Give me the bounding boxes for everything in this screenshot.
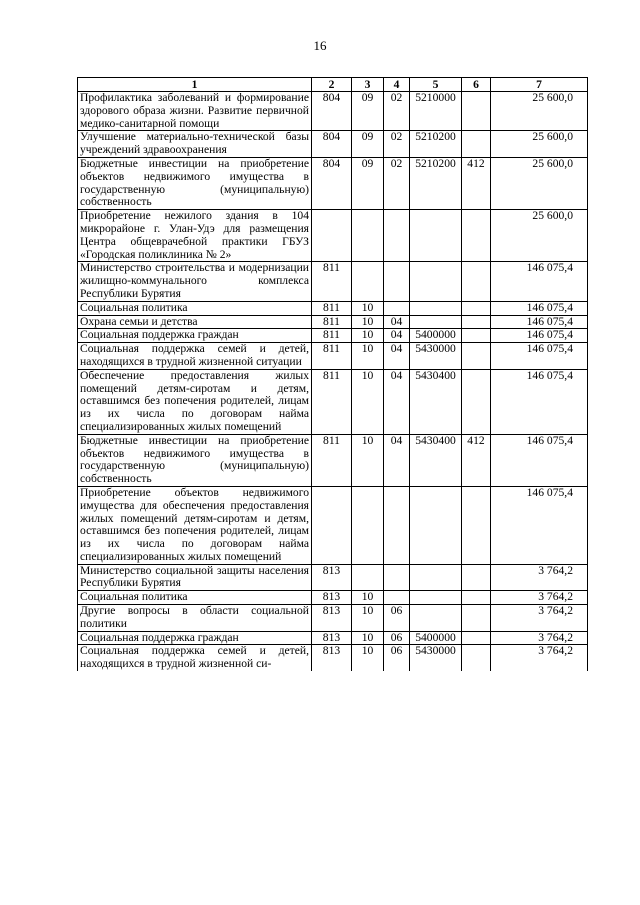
cell-target-article: 5430000 bbox=[410, 343, 462, 370]
cell-subsection: 02 bbox=[384, 157, 410, 209]
cell-subsection: 04 bbox=[384, 343, 410, 370]
cell-amount: 3 764,2 bbox=[491, 645, 588, 671]
cell-section: 10 bbox=[352, 301, 384, 315]
cell-name: Социальная политика bbox=[78, 591, 312, 605]
budget-table bbox=[77, 77, 588, 671]
cell-target-article bbox=[410, 301, 462, 315]
cell-amount: 25 600,0 bbox=[491, 92, 588, 131]
cell-amount: 146 075,4 bbox=[491, 369, 588, 434]
cell-name: Социальная поддержка граждан bbox=[78, 631, 312, 645]
cell-amount: 146 075,4 bbox=[491, 434, 588, 486]
cell-target-article bbox=[410, 605, 462, 632]
cell-name: Социальная поддержка граждан bbox=[78, 329, 312, 343]
cell-ministry: 813 bbox=[312, 605, 352, 632]
table-row bbox=[78, 262, 588, 301]
cell-name: Социальная поддержка семей и детей, находящихся в трудной жизненной ситуации bbox=[78, 343, 312, 370]
column-header: 2 bbox=[312, 78, 352, 92]
cell-section: 10 bbox=[352, 434, 384, 486]
cell-amount: 25 600,0 bbox=[491, 157, 588, 209]
column-header: 6 bbox=[462, 78, 491, 92]
cell-target-article: 5430400 bbox=[410, 369, 462, 434]
cell-subsection bbox=[384, 564, 410, 591]
cell-target-article bbox=[410, 564, 462, 591]
cell-amount: 146 075,4 bbox=[491, 301, 588, 315]
cell-amount: 146 075,4 bbox=[491, 315, 588, 329]
cell-ministry: 811 bbox=[312, 329, 352, 343]
cell-target-article bbox=[410, 210, 462, 262]
cell-target-article bbox=[410, 591, 462, 605]
table-row bbox=[78, 564, 588, 591]
cell-subsection: 04 bbox=[384, 315, 410, 329]
table-row bbox=[78, 434, 588, 486]
cell-name: Социальная политика bbox=[78, 301, 312, 315]
table-row bbox=[78, 210, 588, 262]
cell-name: Обеспечение предоставления жилых помещений детям-сиротам и детям, оставшимся без попечения родителей, лицам из их числа по договорам найма специализированных жилых помещений bbox=[78, 369, 312, 434]
cell-section bbox=[352, 210, 384, 262]
cell-section bbox=[352, 262, 384, 301]
cell-expense-type bbox=[462, 210, 491, 262]
cell-target-article bbox=[410, 315, 462, 329]
cell-amount: 146 075,4 bbox=[491, 329, 588, 343]
column-header: 3 bbox=[352, 78, 384, 92]
cell-subsection: 04 bbox=[384, 329, 410, 343]
cell-expense-type bbox=[462, 343, 491, 370]
cell-ministry: 813 bbox=[312, 591, 352, 605]
cell-expense-type: 412 bbox=[462, 434, 491, 486]
cell-amount: 3 764,2 bbox=[491, 631, 588, 645]
cell-name: Приобретение нежилого здания в 104 микрорайоне г. Улан-Удэ для размещения Центра общеврачебной практики ГБУЗ «Городская поликлиника № 2» bbox=[78, 210, 312, 262]
column-header: 5 bbox=[410, 78, 462, 92]
table-row bbox=[78, 315, 588, 329]
table-row bbox=[78, 591, 588, 605]
cell-expense-type bbox=[462, 645, 491, 671]
cell-expense-type bbox=[462, 369, 491, 434]
cell-amount: 146 075,4 bbox=[491, 343, 588, 370]
cell-amount: 146 075,4 bbox=[491, 486, 588, 564]
cell-expense-type bbox=[462, 631, 491, 645]
cell-expense-type bbox=[462, 315, 491, 329]
cell-ministry: 811 bbox=[312, 343, 352, 370]
page-number: 16 bbox=[313, 38, 327, 53]
cell-ministry bbox=[312, 210, 352, 262]
table-row bbox=[78, 605, 588, 632]
cell-section: 10 bbox=[352, 605, 384, 632]
cell-amount: 3 764,2 bbox=[491, 605, 588, 632]
cell-section: 10 bbox=[352, 369, 384, 434]
cell-section: 09 bbox=[352, 92, 384, 131]
cell-ministry: 811 bbox=[312, 434, 352, 486]
table-row bbox=[78, 157, 588, 209]
cell-name: Министерство строительства и модернизации жилищно-коммунального комплекса Республики Бурятия bbox=[78, 262, 312, 301]
cell-subsection: 02 bbox=[384, 131, 410, 158]
cell-subsection bbox=[384, 591, 410, 605]
cell-section: 10 bbox=[352, 343, 384, 370]
cell-ministry: 804 bbox=[312, 92, 352, 131]
cell-ministry: 811 bbox=[312, 369, 352, 434]
table-row bbox=[78, 631, 588, 645]
cell-target-article: 5400000 bbox=[410, 631, 462, 645]
cell-name: Профилактика заболеваний и формирование здорового образа жизни. Развитие первичной медико-санитарной помощи bbox=[78, 92, 312, 131]
cell-target-article bbox=[410, 262, 462, 301]
table-row bbox=[78, 486, 588, 564]
cell-subsection: 04 bbox=[384, 369, 410, 434]
cell-amount: 25 600,0 bbox=[491, 210, 588, 262]
cell-subsection: 02 bbox=[384, 92, 410, 131]
cell-expense-type bbox=[462, 262, 491, 301]
table-row bbox=[78, 645, 588, 671]
table-row bbox=[78, 343, 588, 370]
cell-name: Другие вопросы в области социальной политики bbox=[78, 605, 312, 632]
cell-expense-type bbox=[462, 131, 491, 158]
cell-expense-type bbox=[462, 92, 491, 131]
cell-target-article bbox=[410, 486, 462, 564]
cell-ministry bbox=[312, 486, 352, 564]
cell-subsection: 04 bbox=[384, 434, 410, 486]
cell-target-article: 5430000 bbox=[410, 645, 462, 671]
cell-name: Бюджетные инвестиции на приобретение объектов недвижимого имущества в государственную (муниципальную) собственность bbox=[78, 434, 312, 486]
cell-subsection: 06 bbox=[384, 645, 410, 671]
cell-expense-type: 412 bbox=[462, 157, 491, 209]
cell-subsection: 06 bbox=[384, 631, 410, 645]
cell-target-article: 5210200 bbox=[410, 131, 462, 158]
cell-ministry: 804 bbox=[312, 157, 352, 209]
cell-name: Приобретение объектов недвижимого имущества для обеспечения предоставления жилых помещений детям-сиротам и детям, оставшимся без попечения родителей, лицам из их числа по договорам найма специализированных жилых помещений bbox=[78, 486, 312, 564]
table-row bbox=[78, 131, 588, 158]
cell-section: 09 bbox=[352, 157, 384, 209]
header-row bbox=[78, 78, 588, 92]
cell-expense-type bbox=[462, 329, 491, 343]
column-header: 1 bbox=[78, 78, 312, 92]
cell-section: 10 bbox=[352, 591, 384, 605]
cell-target-article: 5210200 bbox=[410, 157, 462, 209]
column-header: 4 bbox=[384, 78, 410, 92]
cell-expense-type bbox=[462, 564, 491, 591]
cell-expense-type bbox=[462, 605, 491, 632]
cell-subsection bbox=[384, 486, 410, 564]
cell-subsection bbox=[384, 210, 410, 262]
cell-amount: 25 600,0 bbox=[491, 131, 588, 158]
cell-ministry: 813 bbox=[312, 645, 352, 671]
cell-name: Социальная поддержка семей и детей, находящихся в трудной жизненной си- bbox=[78, 645, 312, 671]
cell-ministry: 811 bbox=[312, 301, 352, 315]
cell-target-article: 5210000 bbox=[410, 92, 462, 131]
cell-section: 10 bbox=[352, 645, 384, 671]
cell-ministry: 813 bbox=[312, 564, 352, 591]
cell-amount: 146 075,4 bbox=[491, 262, 588, 301]
cell-section: 10 bbox=[352, 631, 384, 645]
cell-target-article: 5430400 bbox=[410, 434, 462, 486]
cell-subsection bbox=[384, 301, 410, 315]
table-row bbox=[78, 369, 588, 434]
cell-subsection bbox=[384, 262, 410, 301]
cell-section: 10 bbox=[352, 315, 384, 329]
table-row bbox=[78, 92, 588, 131]
cell-ministry: 804 bbox=[312, 131, 352, 158]
cell-target-article: 5400000 bbox=[410, 329, 462, 343]
cell-expense-type bbox=[462, 591, 491, 605]
cell-name: Министерство социальной защиты населения Республики Бурятия bbox=[78, 564, 312, 591]
cell-ministry: 811 bbox=[312, 315, 352, 329]
cell-amount: 3 764,2 bbox=[491, 564, 588, 591]
table-row bbox=[78, 301, 588, 315]
cell-ministry: 811 bbox=[312, 262, 352, 301]
cell-section bbox=[352, 486, 384, 564]
cell-name: Улучшение материально-технической базы учреждений здравоохранения bbox=[78, 131, 312, 158]
table-row bbox=[78, 329, 588, 343]
cell-name: Бюджетные инвестиции на приобретение объектов недвижимого имущества в государственную (муниципальную) собственность bbox=[78, 157, 312, 209]
cell-section: 09 bbox=[352, 131, 384, 158]
column-header: 7 bbox=[491, 78, 588, 92]
cell-section bbox=[352, 564, 384, 591]
cell-expense-type bbox=[462, 486, 491, 564]
cell-subsection: 06 bbox=[384, 605, 410, 632]
cell-name: Охрана семьи и детства bbox=[78, 315, 312, 329]
cell-section: 10 bbox=[352, 329, 384, 343]
cell-expense-type bbox=[462, 301, 491, 315]
cell-amount: 3 764,2 bbox=[491, 591, 588, 605]
cell-ministry: 813 bbox=[312, 631, 352, 645]
table-body bbox=[78, 92, 588, 672]
